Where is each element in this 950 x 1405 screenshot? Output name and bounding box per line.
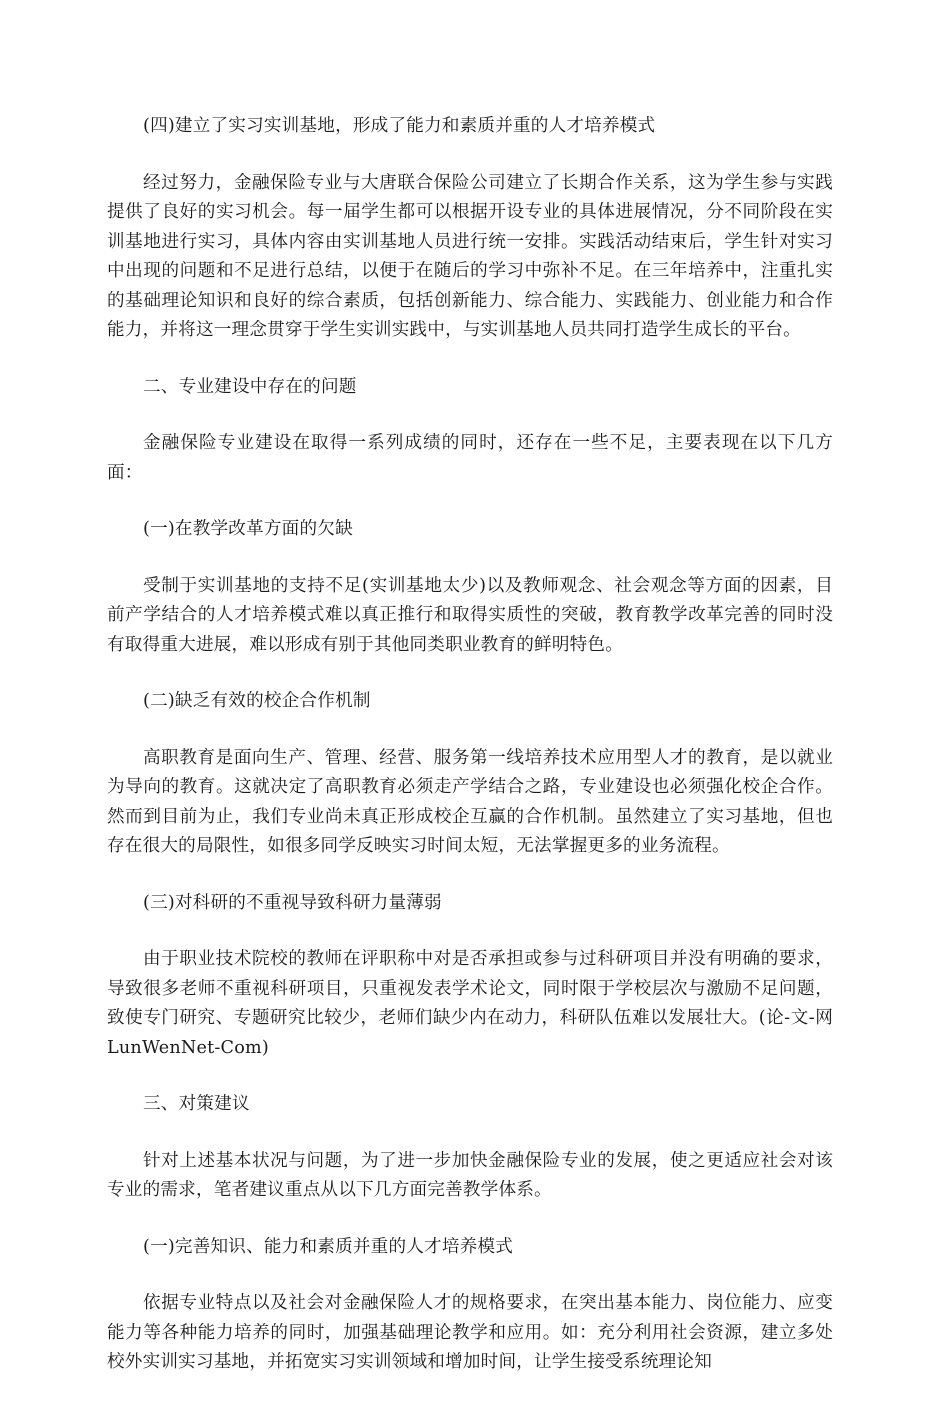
section-heading-school-enterprise: (二)缺乏有效的校企合作机制 [143, 691, 371, 711]
document-page [107, 112, 833, 1405]
paragraph-teaching-reform: 受制于实训基地的支持不足(实训基地太少)以及教师观念、社会观念等方面的因素，目前产学结合的人才培养模式难以真正推行和取得实质性的突破，教育教学改革完善的同时没有取得重大进展，难以形成有别于其他同类职业教育的鲜明特色。 [107, 575, 833, 655]
section-heading-teaching-reform: (一)在教学改革方面的欠缺 [143, 519, 353, 539]
paragraph-problems-intro: 金融保险专业建设在取得一系列成绩的同时，还存在一些不足，主要表现在以下几方面： [107, 433, 833, 483]
paragraph-cooperation: 经过努力，金融保险专业与大唐联合保险公司建立了长期合作关系，这为学生参与实践提供了良好的实习机会。每一届学生都可以根据开设专业的具体进展情况，分不同阶段在实训基地进行实习，具体内容由实训基地人员进行统一安排。实践活动结束后，学生针对实习中出现的问题和不足进行总结，以便于在随后的学习中弥补不足。在三年培养中，注重扎实的基础理论知识和良好的综合素质，包括创新能力、综合能力、实践能力、创业能力和合作能力，并将这一理念贯穿于学生实训实践中，与实训基地人员共同打造学生成长的平台。 [107, 172, 833, 340]
paragraph-school-enterprise: 高职教育是面向生产、管理、经营、服务第一线培养技术应用型人才的教育，是以就业为导向的教育。这就决定了高职教育必须走产学结合之路，专业建设也必须强化校企合作。然而到目前为止，我们专业尚未真正形成校企互赢的合作机制。虽然建立了实习基地，但也存在很大的局限性，如很多同学反映实习时间太短，无法掌握更多的业务流程。 [107, 747, 833, 856]
paragraph-training-model: 依据专业特点以及社会对金融保险人才的规格要求，在突出基本能力、岗位能力、应变能力等各种能力培养的同时，加强基础理论教学和应用。如：充分利用社会资源，建立多处校外实训实习基地，并拓宽实习实训领域和增加时间，让学生接受系统理论知 [107, 1293, 833, 1372]
section-heading-problems: 二、专业建设中存在的问题 [143, 376, 357, 397]
paragraph-suggestions-intro: 针对上述基本状况与问题，为了进一步加快金融保险专业的发展，使之更适应社会对该专业的需求，笔者建议重点从以下几方面完善教学体系。 [107, 1150, 833, 1200]
section-heading-research: (三)对科研的不重视导致科研力量薄弱 [143, 892, 442, 913]
section-heading-suggestions: 三、对策建议 [143, 1094, 250, 1114]
paragraph-research: 由于职业技术院校的教师在评职称中对是否承担或参与过科研项目并没有明确的要求，导致很多老师不重视科研项目，只重视发表学术论文，同时限于学校层次与激励不足问题，致使专门研究、专题研究比较少，老师们缺少内在动力，科研队伍难以发展壮大。(论-文-网 LunWenNet-Com) [107, 949, 833, 1058]
section-heading-training-model: (一)完善知识、能力和素质并重的人才培养模式 [143, 1236, 514, 1257]
section-heading-internship-base: (四)建立了实习实训基地，形成了能力和素质并重的人才培养模式 [143, 116, 656, 136]
